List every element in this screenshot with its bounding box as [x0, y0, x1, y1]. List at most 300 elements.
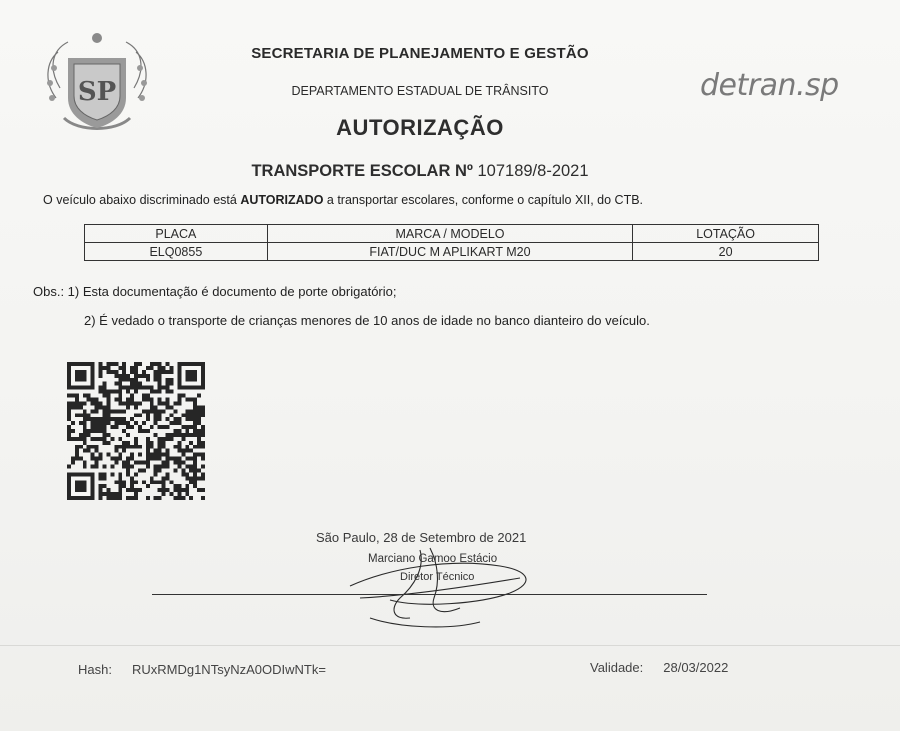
qr-module [150, 409, 154, 413]
qr-module [79, 433, 83, 437]
qr-module [122, 409, 126, 413]
qr-module [173, 445, 177, 449]
qr-module [102, 413, 106, 417]
qr-module [150, 425, 154, 429]
qr-module [130, 417, 134, 421]
qr-module [79, 413, 83, 417]
qr-module [162, 401, 166, 405]
qr-module [75, 445, 79, 449]
qr-module [91, 401, 95, 405]
qr-module [185, 476, 189, 480]
signatory-role: Diretor Técnico [400, 571, 475, 583]
qr-module [118, 401, 122, 405]
qr-module [126, 378, 130, 382]
qr-module [118, 476, 122, 480]
validity-field [590, 660, 728, 675]
qr-module [122, 362, 126, 366]
qr-module [138, 445, 142, 449]
qr-module [201, 453, 205, 457]
qr-module [146, 461, 150, 465]
qr-module [134, 401, 138, 405]
qr-module [170, 457, 174, 461]
qr-module [118, 472, 122, 476]
qr-module [126, 421, 130, 425]
qr-module [170, 421, 174, 425]
qr-module [79, 445, 83, 449]
qr-module [106, 433, 110, 437]
observation-1: Obs.: 1) Esta documentação é documento de porte obrigatório; [33, 284, 397, 299]
qr-module [118, 421, 122, 425]
qr-module [193, 445, 197, 449]
qr-module [150, 366, 154, 370]
qr-module [126, 457, 130, 461]
qr-module [102, 421, 106, 425]
qr-module [110, 425, 114, 429]
qr-module [126, 496, 130, 500]
qr-module [134, 405, 138, 409]
qr-module [185, 445, 189, 449]
qr-module [193, 405, 197, 409]
qr-module [102, 394, 106, 398]
qr-module [181, 413, 185, 417]
qr-module [138, 429, 142, 433]
qr-module [150, 390, 154, 394]
qr-module [166, 386, 170, 390]
qr-module [201, 405, 205, 409]
qr-module [138, 453, 142, 457]
qr-module [95, 449, 99, 453]
qr-module [158, 445, 162, 449]
qr-module [162, 480, 166, 484]
header-placa: PLACA [85, 225, 268, 243]
qr-module [177, 397, 181, 401]
qr-module [99, 437, 103, 441]
qr-module [126, 386, 130, 390]
qr-module [162, 441, 166, 445]
qr-module [75, 401, 79, 405]
qr-module [154, 421, 158, 425]
qr-module [189, 449, 193, 453]
qr-module [146, 441, 150, 445]
qr-module [189, 397, 193, 401]
qr-module [197, 409, 201, 413]
qr-module [87, 394, 91, 398]
qr-module [150, 445, 154, 449]
qr-module [154, 468, 158, 472]
qr-module [95, 445, 99, 449]
qr-module [150, 476, 154, 480]
qr-module [197, 453, 201, 457]
qr-module [110, 457, 114, 461]
qr-module [166, 370, 170, 374]
qr-module [102, 417, 106, 421]
qr-module [142, 370, 146, 374]
qr-module [162, 461, 166, 465]
qr-module [99, 453, 103, 457]
qr-module [67, 409, 71, 413]
qr-module [189, 417, 193, 421]
qr-module [91, 465, 95, 469]
qr-module [110, 409, 114, 413]
qr-code [66, 362, 206, 500]
qr-module [201, 429, 205, 433]
qr-module [79, 437, 83, 441]
qr-module [154, 465, 158, 469]
qr-module [134, 413, 138, 417]
qr-module [95, 421, 99, 425]
qr-module [189, 468, 193, 472]
qr-module [130, 370, 134, 374]
qr-module [118, 409, 122, 413]
hash-label: Hash: [78, 662, 112, 677]
qr-module [91, 437, 95, 441]
qr-module [193, 468, 197, 472]
qr-module [126, 425, 130, 429]
qr-module [114, 480, 118, 484]
qr-module [189, 476, 193, 480]
qr-module [91, 397, 95, 401]
qr-module [138, 461, 142, 465]
qr-module [110, 492, 114, 496]
qr-module [193, 401, 197, 405]
qr-module [122, 374, 126, 378]
qr-module [177, 461, 181, 465]
qr-module [185, 370, 197, 382]
qr-module [142, 480, 146, 484]
qr-module [83, 417, 87, 421]
qr-module [173, 468, 177, 472]
qr-module [118, 386, 122, 390]
qr-module [122, 386, 126, 390]
qr-module [99, 374, 103, 378]
qr-module [166, 453, 170, 457]
qr-module [154, 378, 158, 382]
qr-module [158, 386, 162, 390]
qr-module [118, 484, 122, 488]
qr-module [130, 386, 134, 390]
qr-module [126, 472, 130, 476]
qr-module [110, 370, 114, 374]
qr-module [177, 449, 181, 453]
qr-module [189, 457, 193, 461]
qr-module [134, 488, 138, 492]
qr-module [185, 409, 189, 413]
qr-module [142, 429, 146, 433]
qr-module [197, 441, 201, 445]
qr-module [126, 445, 130, 449]
qr-module [67, 429, 71, 433]
qr-module [158, 453, 162, 457]
qr-module [99, 366, 103, 370]
qr-module [201, 465, 205, 469]
qr-module [177, 429, 181, 433]
qr-module [197, 394, 201, 398]
qr-module [158, 417, 162, 421]
qr-module [166, 457, 170, 461]
qr-module [166, 465, 170, 469]
qr-module [99, 405, 103, 409]
qr-module [114, 362, 118, 366]
qr-module [114, 461, 118, 465]
qr-module [134, 378, 138, 382]
qr-module [122, 421, 126, 425]
table-row [85, 243, 819, 261]
qr-module [197, 417, 201, 421]
qr-module [110, 472, 114, 476]
qr-module [150, 405, 154, 409]
qr-module [146, 374, 150, 378]
qr-module [201, 472, 205, 476]
qr-module [126, 390, 130, 394]
qr-module [189, 441, 193, 445]
qr-module [83, 413, 87, 417]
qr-module [106, 488, 110, 492]
qr-module [71, 461, 75, 465]
qr-module [173, 484, 177, 488]
qr-module [87, 433, 91, 437]
qr-module [201, 413, 205, 417]
qr-module [170, 370, 174, 374]
qr-module [177, 401, 181, 405]
qr-module [99, 492, 103, 496]
qr-module [118, 366, 122, 370]
qr-module [91, 457, 95, 461]
qr-module [181, 437, 185, 441]
qr-module [158, 413, 162, 417]
qr-module [114, 425, 118, 429]
qr-module [126, 488, 130, 492]
qr-module [158, 362, 162, 366]
qr-module [170, 433, 174, 437]
qr-module [71, 421, 75, 425]
qr-module [91, 417, 95, 421]
qr-module [166, 472, 170, 476]
qr-module [67, 405, 71, 409]
qr-module [158, 425, 162, 429]
qr-module [79, 457, 83, 461]
qr-module [114, 496, 118, 500]
qr-module [134, 390, 138, 394]
qr-module [102, 472, 106, 476]
qr-module [146, 366, 150, 370]
qr-module [99, 457, 103, 461]
qr-module [99, 417, 103, 421]
qr-module [201, 441, 205, 445]
qr-module [193, 425, 197, 429]
qr-module [193, 421, 197, 425]
qr-module [102, 386, 106, 390]
qr-module [91, 421, 95, 425]
qr-module [130, 366, 134, 370]
qr-module [142, 461, 146, 465]
qr-module [193, 429, 197, 433]
qr-module [185, 413, 189, 417]
qr-module [83, 465, 87, 469]
qr-module [126, 401, 130, 405]
qr-module [177, 441, 181, 445]
intro-paragraph [43, 193, 643, 207]
qr-module [99, 472, 103, 476]
qr-module [110, 496, 114, 500]
qr-module [67, 437, 71, 441]
qr-module [193, 476, 197, 480]
departamento-heading: DEPARTAMENTO ESTADUAL DE TRÂNSITO [291, 84, 549, 98]
qr-module [118, 382, 122, 386]
qr-module [67, 433, 71, 437]
qr-module [114, 382, 118, 386]
qr-module [95, 425, 99, 429]
qr-module [114, 457, 118, 461]
qr-module [87, 445, 91, 449]
qr-module [118, 378, 122, 382]
qr-module [75, 453, 79, 457]
qr-module [146, 397, 150, 401]
qr-module [130, 476, 134, 480]
qr-module [185, 449, 189, 453]
qr-module [158, 480, 162, 484]
qr-module [122, 449, 126, 453]
qr-module [126, 405, 130, 409]
qr-module [201, 488, 205, 492]
qr-module [95, 401, 99, 405]
qr-module [181, 496, 185, 500]
qr-module [158, 449, 162, 453]
qr-module [154, 480, 158, 484]
qr-module [189, 480, 193, 484]
qr-module [146, 465, 150, 469]
qr-module [102, 484, 106, 488]
qr-module [91, 429, 95, 433]
vehicle-table-header [85, 225, 819, 243]
validity-label: Validade: [590, 660, 644, 675]
signatory-name: Marciano Gamoo Estácio [368, 553, 498, 565]
qr-module [114, 409, 118, 413]
qr-module [185, 488, 189, 492]
qr-module [67, 465, 71, 469]
qr-module [201, 457, 205, 461]
qr-module [79, 421, 83, 425]
qr-module [130, 488, 134, 492]
qr-module [166, 461, 170, 465]
qr-module [193, 484, 197, 488]
qr-module [189, 433, 193, 437]
qr-module [87, 417, 91, 421]
qr-module [185, 457, 189, 461]
qr-module [102, 492, 106, 496]
qr-module [201, 476, 205, 480]
qr-module [118, 496, 122, 500]
qr-module [102, 465, 106, 469]
qr-module [71, 457, 75, 461]
qr-module [75, 480, 87, 492]
qr-module [177, 433, 181, 437]
qr-module [99, 488, 103, 492]
qr-module [150, 397, 154, 401]
qr-module [201, 409, 205, 413]
qr-module [185, 425, 189, 429]
qr-module [158, 370, 162, 374]
qr-module [177, 421, 181, 425]
qr-module [106, 405, 110, 409]
qr-module [106, 390, 110, 394]
qr-module [83, 409, 87, 413]
qr-module [102, 382, 106, 386]
qr-module [91, 445, 95, 449]
qr-module [158, 441, 162, 445]
qr-module [162, 386, 166, 390]
qr-module [126, 397, 130, 401]
qr-module [197, 413, 201, 417]
qr-module [134, 362, 138, 366]
qr-module [130, 445, 134, 449]
qr-module [106, 409, 110, 413]
qr-module [197, 476, 201, 480]
qr-module [83, 429, 87, 433]
qr-module [189, 413, 193, 417]
qr-module [99, 484, 103, 488]
qr-module [99, 425, 103, 429]
qr-module [170, 390, 174, 394]
seal-text: SP [77, 77, 117, 107]
qr-module [67, 401, 71, 405]
qr-module [95, 429, 99, 433]
qr-module [146, 484, 150, 488]
qr-module [193, 480, 197, 484]
qr-module [142, 468, 146, 472]
qr-module [130, 496, 134, 500]
qr-module [154, 496, 158, 500]
qr-module [154, 472, 158, 476]
qr-module [99, 421, 103, 425]
qr-module [91, 453, 95, 457]
qr-module [170, 366, 174, 370]
qr-module [83, 437, 87, 441]
qr-module [177, 484, 181, 488]
qr-module [158, 465, 162, 469]
qr-module [75, 397, 79, 401]
qr-module [185, 417, 189, 421]
qr-module [146, 496, 150, 500]
qr-module [146, 449, 150, 453]
qr-module [83, 433, 87, 437]
qr-module [158, 488, 162, 492]
qr-module [126, 465, 130, 469]
qr-module [110, 465, 114, 469]
qr-module [154, 417, 158, 421]
intro-pre: O veículo abaixo discriminado está [43, 193, 241, 207]
qr-module [67, 394, 71, 398]
qr-module [150, 480, 154, 484]
qr-module [99, 362, 103, 366]
qr-module [102, 390, 106, 394]
qr-module [197, 445, 201, 449]
qr-module [138, 362, 142, 366]
qr-module [87, 397, 91, 401]
qr-module [91, 425, 95, 429]
qr-module [134, 437, 138, 441]
qr-module [95, 409, 99, 413]
qr-module [162, 437, 166, 441]
qr-module [158, 437, 162, 441]
qr-module [134, 472, 138, 476]
qr-module [162, 366, 166, 370]
qr-module [114, 417, 118, 421]
qr-module [150, 362, 154, 366]
qr-module [71, 437, 75, 441]
qr-module [99, 370, 103, 374]
qr-module [130, 397, 134, 401]
qr-module [87, 429, 91, 433]
